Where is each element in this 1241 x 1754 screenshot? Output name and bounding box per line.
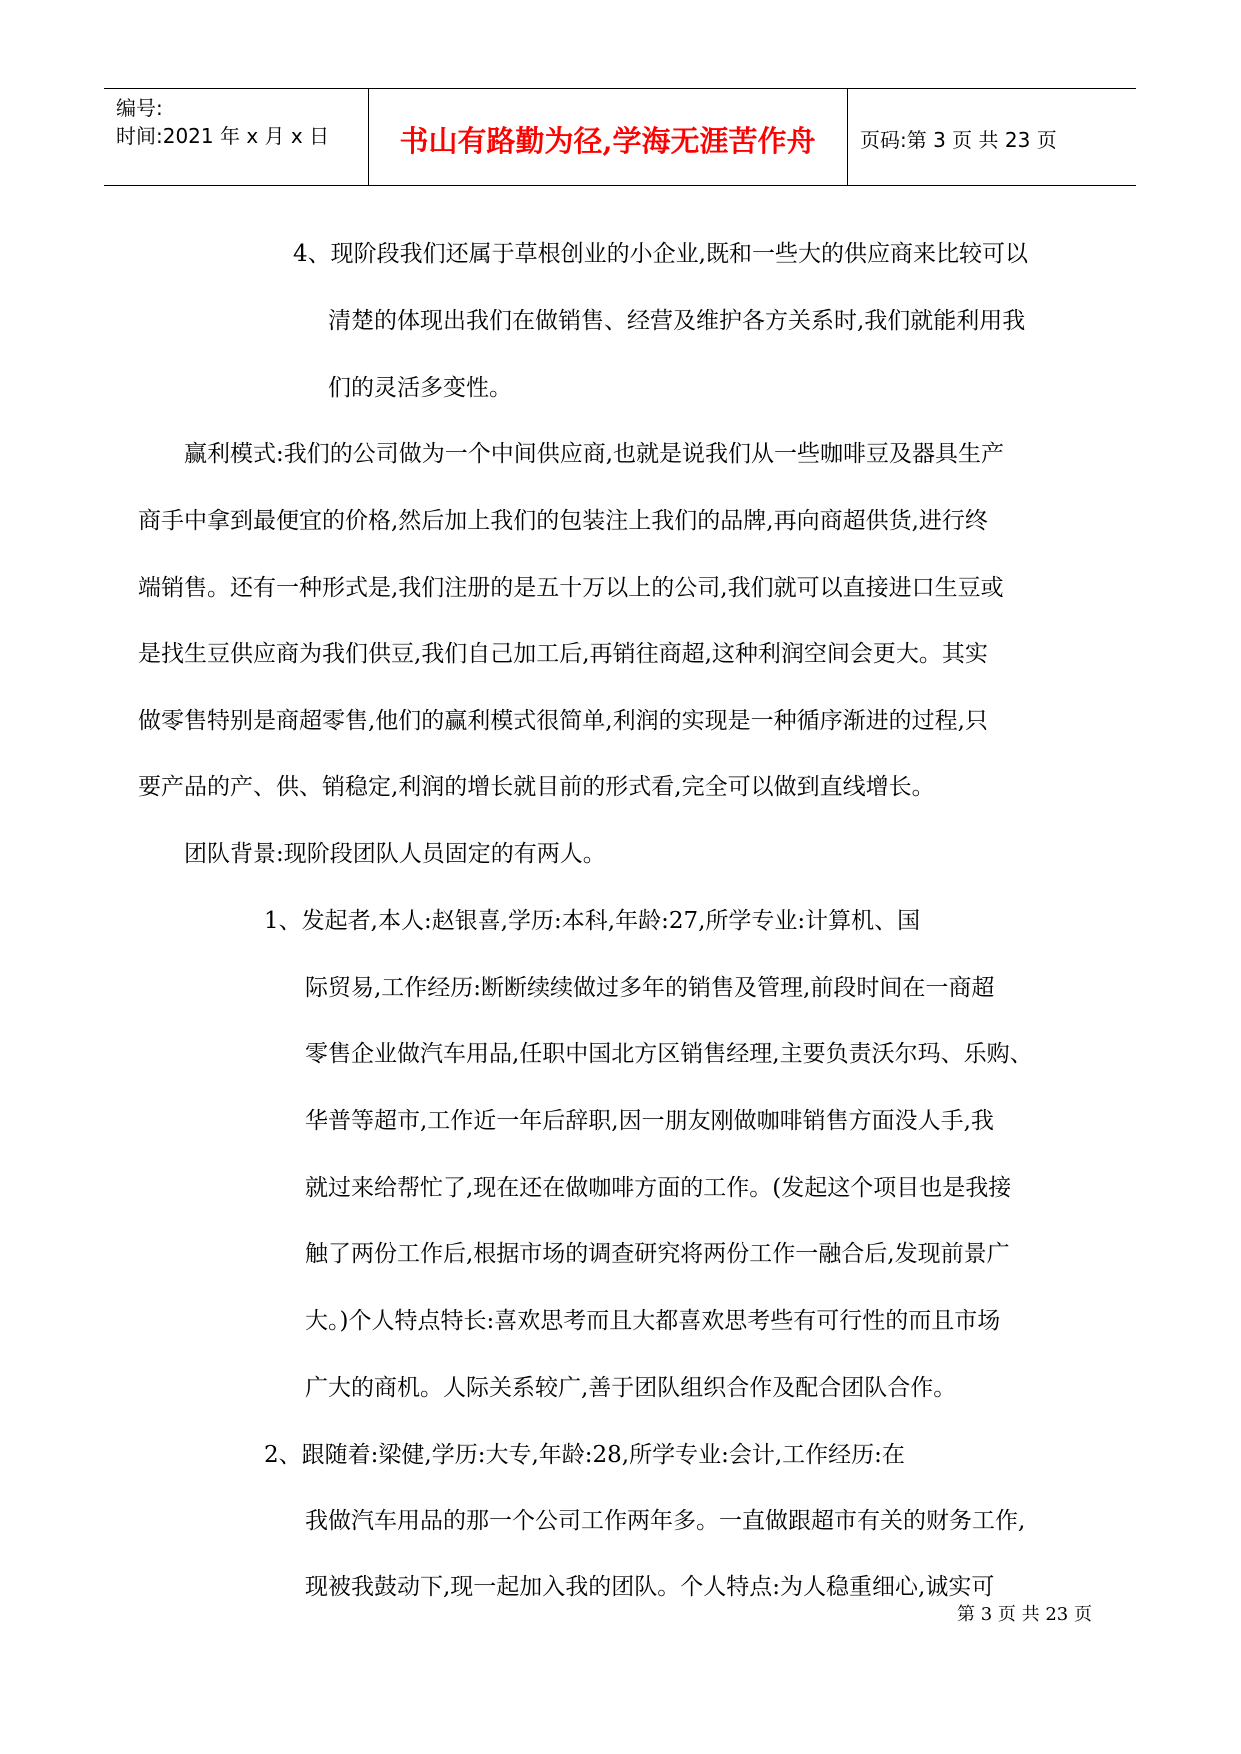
body-line: 做零售特别是商超零售,他们的赢利模式很简单,利润的实现是一种循序渐进的过程,只: [138, 708, 988, 734]
body-line: 清楚的体现出我们在做销售、经营及维护各方关系时,我们就能利用我: [328, 308, 1026, 334]
body-line: 现被我鼓动下,现一起加入我的团队。个人特点:为人稳重细心,诚实可: [305, 1574, 995, 1600]
body-line: 广大的商机。人际关系较广,善于团队组织合作及配合团队合作。: [305, 1375, 957, 1401]
header-motto: 书山有路勤为径,学海无涯苦作舟: [399, 124, 816, 158]
body-line: 际贸易,工作经历:断断续续做过多年的销售及管理,前段时间在一商超: [305, 975, 995, 1001]
body-line: 我做汽车用品的那一个公司工作两年多。一直做跟超市有关的财务工作,: [305, 1508, 1026, 1534]
body-line: 是找生豆供应商为我们供豆,我们自己加工后,再销往商超,这种利润空间会更大。其实: [138, 641, 988, 667]
header-page-cell: [848, 89, 1136, 185]
body-line: 商手中拿到最便宜的价格,然后加上我们的包装注上我们的品牌,再向商超供货,进行终: [138, 508, 988, 534]
body-line: 大。)个人特点特长:喜欢思考而且大都喜欢思考些有可行性的而且市场: [305, 1308, 1001, 1334]
body-line: 就过来给帮忙了,现在还在做咖啡方面的工作。(发起这个项目也是我接: [305, 1175, 1012, 1201]
page-header: [104, 88, 1136, 186]
body-line: 零售企业做汽车用品,任职中国北方区销售经理,主要负责沃尔玛、乐购、: [305, 1041, 1033, 1067]
header-info-cell: [104, 89, 369, 185]
header-page-number: 页码:第 3 页 共 23 页: [860, 128, 1057, 152]
document-time-label: 时间:2021 年 x 月 x 日: [116, 124, 330, 148]
body-line: 赢利模式:我们的公司做为一个中间供应商,也就是说我们从一些咖啡豆及器具生产: [184, 441, 1005, 467]
body-line: 1、发起者,本人:赵银喜,学历:本科,年龄:27,所学专业:计算机、国: [264, 908, 921, 934]
body-line: 团队背景:现阶段团队人员固定的有两人。: [184, 841, 606, 867]
body-line: 要产品的产、供、销稳定,利润的增长就目前的形式看,完全可以做到直线增长。: [138, 774, 935, 800]
body-line: 们的灵活多变性。: [328, 375, 512, 401]
page-footer: 第 3 页 共 23 页: [957, 1604, 1092, 1625]
document-code-label: 编号:: [116, 96, 163, 120]
body-line: 端销售。还有一种形式是,我们注册的是五十万以上的公司,我们就可以直接进口生豆或: [138, 575, 1004, 601]
body-line: 触了两份工作后,根据市场的调查研究将两份工作一融合后,发现前景广: [305, 1241, 1010, 1267]
body-line: 2、跟随着:梁健,学历:大专,年龄:28,所学专业:会计,工作经历:在: [264, 1442, 905, 1468]
body-line: 华普等超市,工作近一年后辞职,因一朋友刚做咖啡销售方面没人手,我: [305, 1108, 994, 1134]
header-motto-cell: [368, 89, 848, 185]
body-line: 4、现阶段我们还属于草根创业的小企业,既和一些大的供应商来比较可以: [293, 241, 1028, 267]
